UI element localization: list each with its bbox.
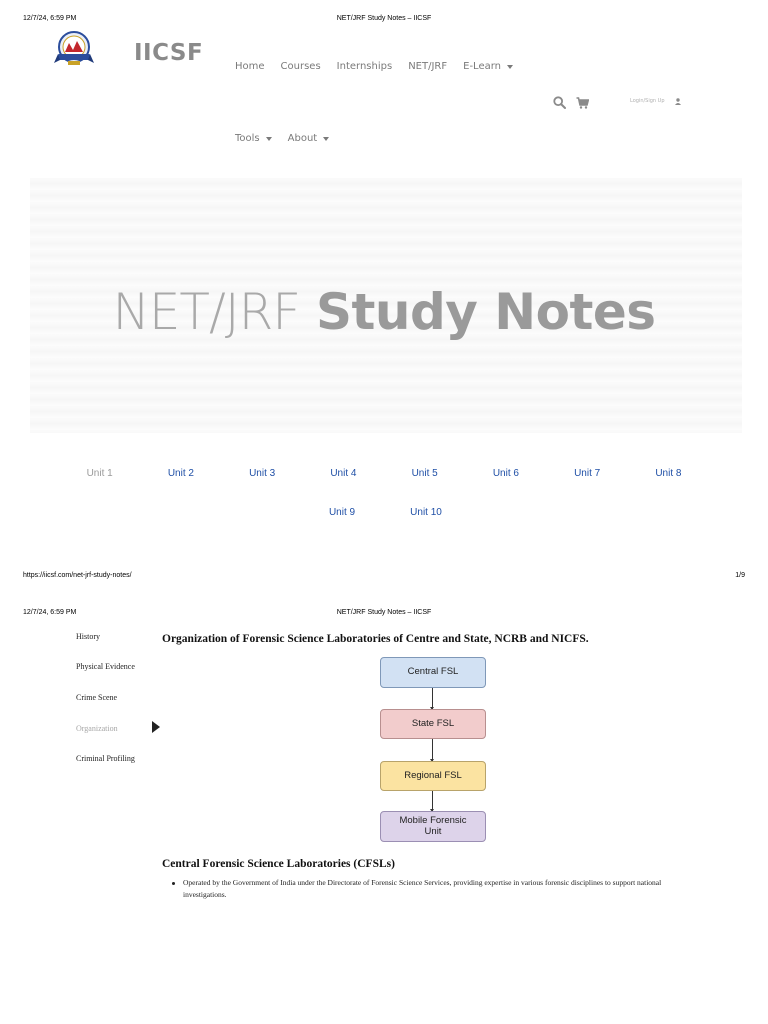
cart-icon[interactable] [576,97,589,109]
logo-badge-icon[interactable] [54,30,94,72]
tab-unit-6[interactable]: Unit 6 [492,468,519,479]
nav-home[interactable]: Home [235,61,265,72]
nav-courses[interactable]: Courses [280,61,321,72]
nav-tools[interactable]: Tools [235,133,272,144]
nav-about[interactable]: About [288,133,330,144]
nav-internships[interactable]: Internships [336,61,393,72]
tab-unit-7[interactable]: Unit 7 [574,468,601,479]
secondary-nav [235,133,345,144]
tab-unit-3[interactable]: Unit 3 [249,468,276,479]
sidebar-item-crime-scene[interactable]: Crime Scene [76,693,118,702]
search-icon[interactable] [553,96,566,109]
tab-unit-8[interactable]: Unit 8 [655,468,682,479]
print-title: NET/JRF Study Notes – IICSF [336,609,432,616]
tab-unit-9[interactable]: Unit 9 [328,507,356,518]
print-url: https://iicsf.com/net-jrf-study-notes/ [23,572,132,579]
tab-unit-5[interactable]: Unit 5 [411,468,438,479]
bullet-icon [172,882,175,885]
print-title: NET/JRF Study Notes – IICSF [336,15,432,22]
flow-box-state-fsl: State FSL [380,709,486,739]
chevron-down-icon [323,137,329,141]
sidebar-item-criminal-profiling[interactable]: Criminal Profiling [76,754,135,763]
flow-arrow [432,791,433,811]
section-heading: Central Forensic Science Laboratories (CFSLs) [162,858,395,870]
tab-unit-4[interactable]: Unit 4 [330,468,357,479]
sidebar-item-history[interactable]: History [76,632,100,641]
hero-title-bold: Study Notes [315,283,656,341]
nav-e-learn[interactable]: E-Learn [463,61,513,72]
list-item-text: Operated by the Government of India under the Directorate of Forensic Science Services, providing expertise in various forensic disciplines to support national investigations. [183,878,662,899]
print-page-number: 1/9 [735,572,745,579]
hero-title-light: NET/JRF [112,283,301,341]
print-header-page2 [0,609,768,623]
tab-unit-2[interactable]: Unit 2 [167,468,194,479]
sidebar-item-organization[interactable]: Organization [76,724,118,733]
chevron-down-icon [507,65,513,69]
main-nav [235,61,529,72]
nav-net-jrf[interactable]: NET/JRF [408,61,448,72]
sidebar-item-physical-evidence[interactable]: Physical Evidence [76,662,135,671]
flow-box-central-fsl: Central FSL [380,657,486,688]
login-link[interactable]: Login/Sign Up [630,98,665,104]
flow-arrow [432,739,433,761]
unit-tabs-row2 [300,507,468,518]
hero-title [0,283,768,341]
unit-tabs [59,468,709,479]
print-date: 12/7/24, 6:59 PM [23,609,77,616]
tab-unit-10[interactable]: Unit 10 [410,507,442,518]
tab-unit-1[interactable]: Unit 1 [86,468,113,479]
print-date: 12/7/24, 6:59 PM [23,15,77,22]
flow-box-regional-fsl: Regional FSL [380,761,486,791]
active-pointer-icon [152,721,160,733]
brand-name[interactable]: IICSF [134,40,204,66]
flow-box-mobile-forensic-unit: Mobile Forensic Unit [380,811,486,842]
chevron-down-icon [266,137,272,141]
print-footer [0,572,768,586]
list-item [172,877,702,901]
user-icon[interactable] [675,98,681,105]
page-title: Organization of Forensic Science Laboratories of Centre and State, NCRB and NICFS. [162,633,589,645]
flow-arrow [432,688,433,709]
print-header [0,15,768,29]
